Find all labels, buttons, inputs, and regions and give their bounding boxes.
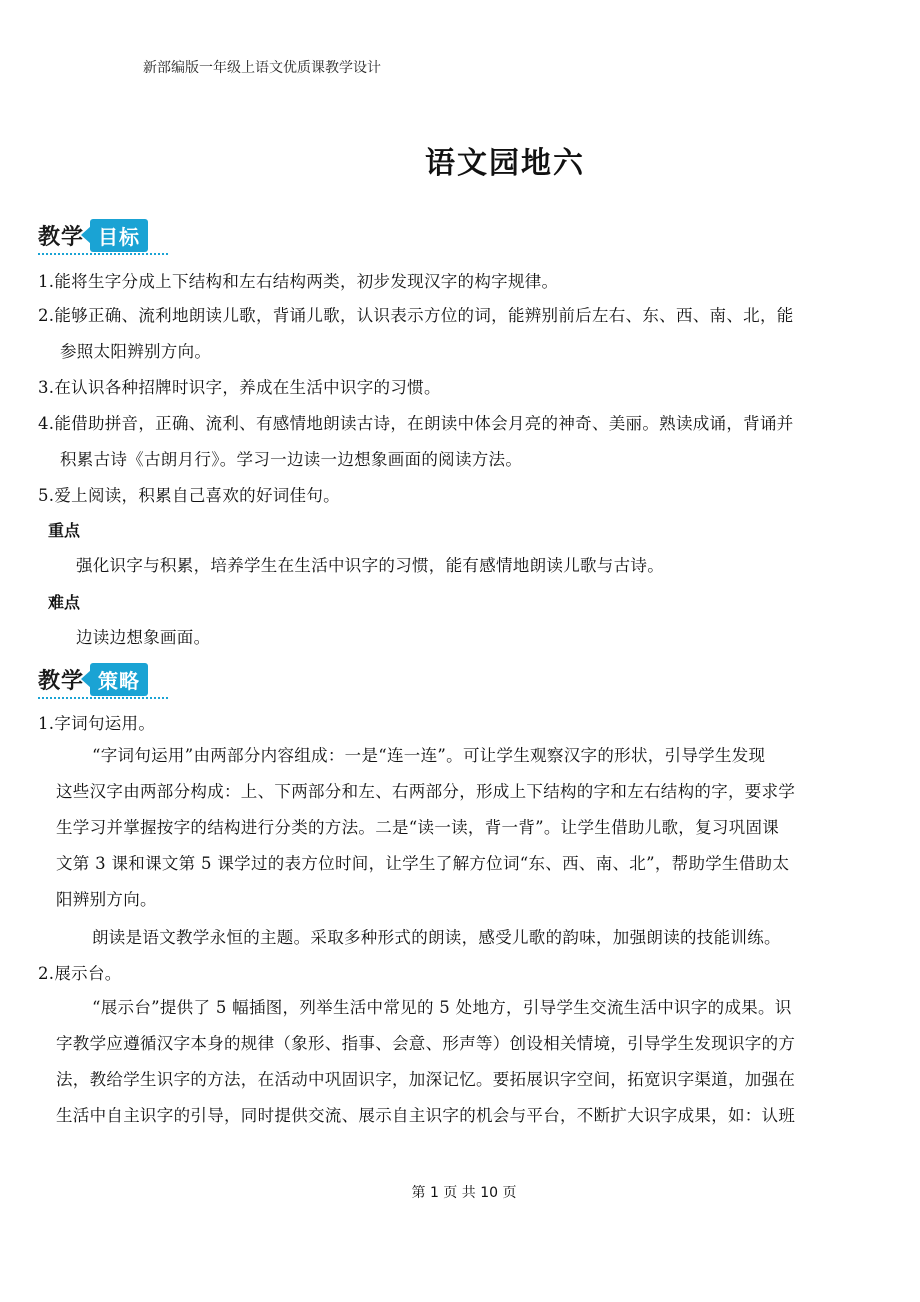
key-point-text: 强化识字与积累，培养学生在生活中识字的习惯，能有感情地朗读儿歌与古诗。 [76,556,664,575]
badge-label-teaching: 教学 [38,668,85,694]
strategy-line: “展示台”提供了 5 幅插图，列举生活中常见的 5 处地方，引导学生交流生活中识字的成果。识 [92,998,792,1017]
strategy-line: 生学习并掌握按字的结构进行分类的方法。二是“读一读，背一背”。让学生借助儿歌，复习巩固课 [56,818,780,837]
page-footer: 第 1 页 共 10 页 [411,1185,517,1201]
badge-label-strategy: 策略 [90,663,148,696]
badge-underline [38,253,168,255]
goal-line: 3.在认识各种招牌时识字，养成在生活中识字的习惯。 [38,378,441,397]
section-badge-strategy [38,662,148,696]
goal-line: 2.能够正确、流利地朗读儿歌，背诵儿歌，认识表示方位的词，能辨别前后左右、东、西、南、北，能 [38,306,794,325]
goal-line: 积累古诗《古朗月行》。学习一边读一边想象画面的阅读方法。 [60,450,523,469]
strategy-line: 朗读是语文教学永恒的主题。采取多种形式的朗读，感受儿歌的韵味，加强朗读的技能训练。 [92,928,781,947]
page-title: 语文园地六 [425,146,585,181]
badge-underline [38,697,168,699]
difficulty-label: 难点 [48,593,81,612]
strategy-line: 1.字词句运用。 [38,714,156,733]
badge-label-teaching: 教学 [38,224,85,250]
strategy-line: 法，教给学生识字的方法，在活动中巩固识字，加深记忆。要拓展识字空间，拓宽识字渠道，加强在 [56,1070,796,1089]
goal-line: 5.爱上阅读，积累自己喜欢的好词佳句。 [38,486,340,505]
badge-label-goals: 目标 [90,219,148,252]
strategy-line: 这些汉字由两部分构成：上、下两部分和左、右两部分，形成上下结构的字和左右结构的字，要求学 [56,782,796,801]
strategy-line: 文第 3 课和课文第 5 课学过的表方位时间，让学生了解方位词“东、西、南、北”，帮助学生借助太 [56,854,790,873]
difficulty-text: 边读边想象画面。 [76,628,211,647]
document-header: 新部编版一年级上语文优质课教学设计 [143,60,381,76]
section-badge-goals [38,218,148,252]
goal-line: 4.能借助拼音，正确、流利、有感情地朗读古诗，在朗读中体会月亮的神奇、美丽。熟读成诵，背诵并 [38,414,794,433]
strategy-line: 字教学应遵循汉字本身的规律（象形、指事、会意、形声等）创设相关情境，引导学生发现识字的方 [56,1034,796,1053]
key-point-label: 重点 [48,521,81,540]
strategy-line: 2.展示台。 [38,964,122,983]
goal-line: 参照太阳辨别方向。 [60,342,212,361]
strategy-line: 生活中自主识字的引导，同时提供交流、展示自主识字的机会与平台，不断扩大识字成果，如：认班 [56,1106,796,1125]
strategy-line: “字词句运用”由两部分内容组成：一是“连一连”。可让学生观察汉字的形状，引导学生发现 [92,746,766,765]
goal-line: 1.能将生字分成上下结构和左右结构两类，初步发现汉字的构字规律。 [38,272,559,291]
strategy-line: 阳辨别方向。 [56,890,157,909]
